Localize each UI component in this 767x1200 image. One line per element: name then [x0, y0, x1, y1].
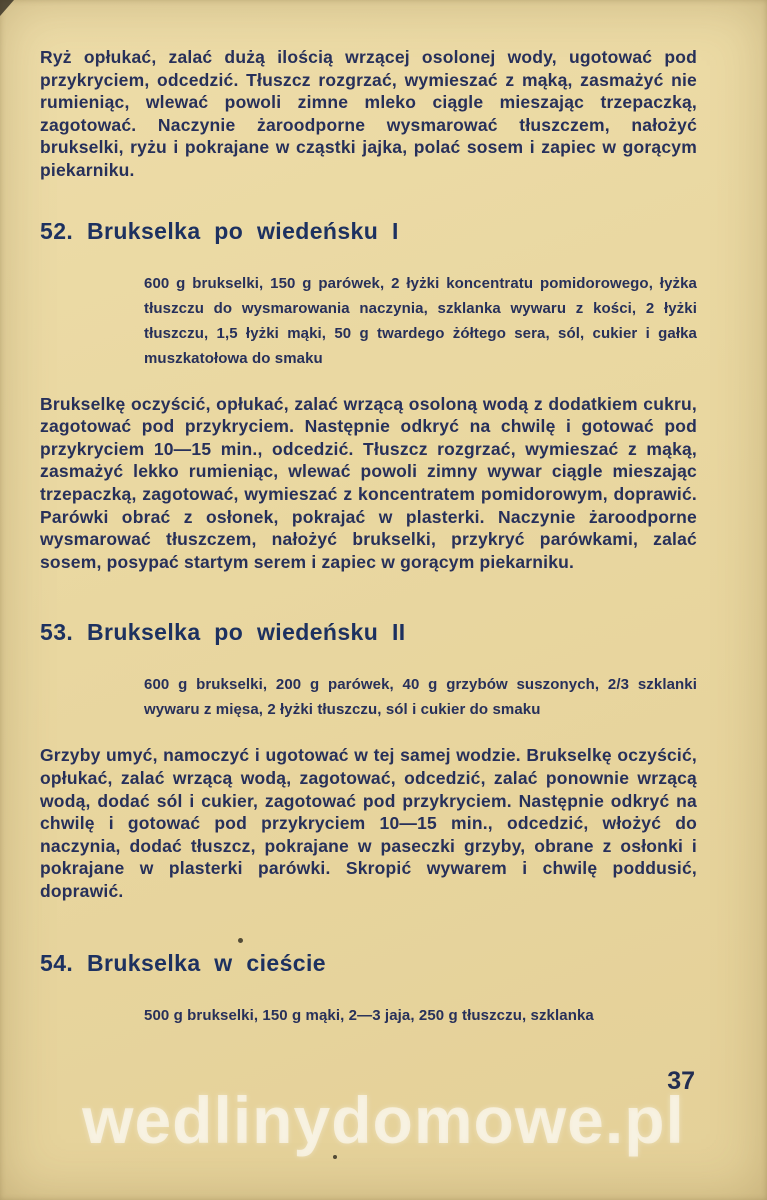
recipe-section-54	[40, 950, 697, 1028]
recipe-ingredients: 600 g brukselki, 200 g parówek, 40 g grzybów suszonych, 2/3 szklanki wywaru z mięsa, 2 łyżki tłuszczu, sól i cukier do smaku	[144, 676, 697, 719]
recipe-section-53	[40, 619, 697, 902]
scan-corner-artifact	[0, 0, 14, 16]
recipe-ingredients: 600 g brukselki, 150 g parówek, 2 łyżki koncentratu pomidorowego, łyżka tłuszczu do wysmarowania naczynia, szklanka wywaru z kości, 2 łyżki tłuszczu, 1,5 łyżki mąki, 50 g twardego żółtego sera, sól, cukier i gałka muszkatołowa do smaku	[144, 274, 697, 367]
scan-speck	[238, 938, 243, 943]
intro-paragraph: Ryż opłukać, zalać dużą ilością wrzącej osolonej wody, ugotować pod przykryciem, odcedzić. Tłuszcz rozgrzać, wymieszać z mąką, zasmażyć nie rumieniąc, wlewać powoli zimne mleko ciągle mieszając trzepaczką, zagotować. Naczynie żaroodporne wysmarować tłuszczem, nałożyć brukselki, ryżu i pokrajane w cząstki jajka, polać sosem i zapiec w gorącym piekarniku.	[40, 47, 697, 180]
recipe-instructions: Brukselkę oczyścić, opłukać, zalać wrzącą osoloną wodą z dodatkiem cukru, zagotować pod przykryciem. Następnie odkryć na chwilę i gotować pod przykryciem 10—15 min., odcedzić. Tłuszcz rozgrzać, wymieszać z mąką, zasmażyć lekko rumieniąc, wlewać powoli zimny wywar ciągle mieszając trzepaczką, zagotować, wymieszać z koncentratem pomidorowym, doprawić. Parówki obrać z osłonek, pokrajać w plasterki. Naczynie żaroodporne wysmarować tłuszczem, nałożyć brukselki, przykryć parówkami, zalać sosem, posypać startym serem i zapiec w gorącym piekarniku.	[40, 393, 697, 572]
recipe-heading: 53. Brukselka po wiedeńsku II	[40, 619, 406, 646]
recipe-heading: 54. Brukselka w cieście	[40, 950, 326, 977]
recipe-section-52	[40, 218, 697, 574]
page-number: 37	[667, 1067, 695, 1095]
recipe-instructions: Grzyby umyć, namoczyć i ugotować w tej samej wodzie. Brukselkę oczyścić, opłukać, zalać wrzącą wodą, zagotować, odcedzić, zalać ponownie wrzącą wodą, dodać sól i cukier, zagotować pod przykryciem. Następnie odkryć na chwilę i gotować pod przykryciem 10—15 min., odcedzić, włożyć do naczynia, dodać tłuszcz, pokrajane w paseczki grzyby, obrane z osłonki i pokrajane w plasterki parówki. Skropić wywarem i chwilę poddusić, doprawić.	[40, 745, 697, 901]
recipe-ingredients: 500 g brukselki, 150 g mąki, 2—3 jaja, 250 g tłuszczu, szklanka	[144, 1007, 594, 1025]
recipe-heading: 52. Brukselka po wiedeńsku I	[40, 217, 399, 244]
watermark: wedlinydomowe.pl	[82, 1083, 685, 1157]
